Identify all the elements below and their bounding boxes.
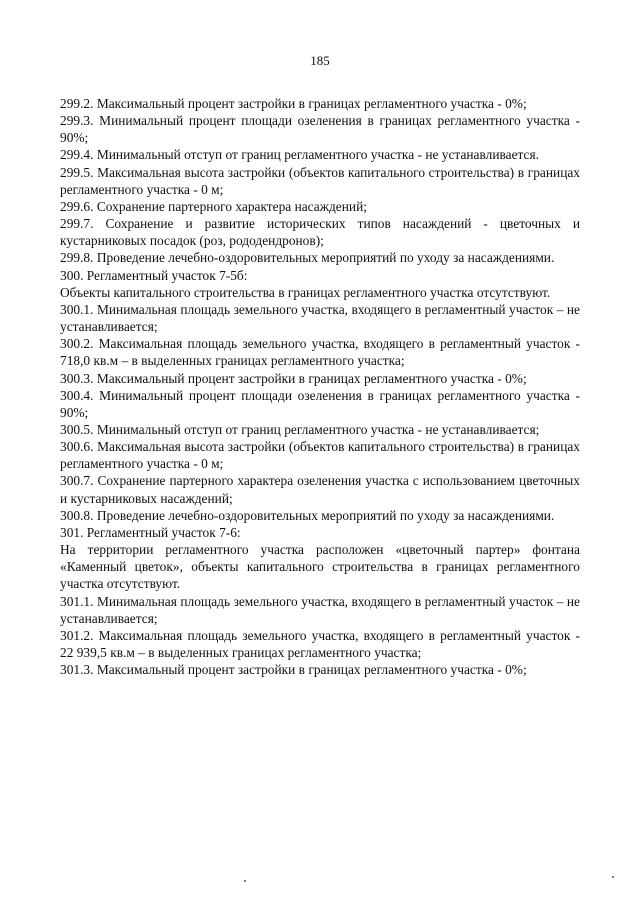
paragraph-299-5: 299.5. Максимальная высота застройки (объектов капитального строительства) в границах регламентного участка - 0 м;	[60, 164, 580, 197]
paragraph-301-intro: На территории регламентного участка расположен «цветочный партер» фонтана «Каменный цветок», объекты капитального строительства в границах регламентного участка отсутствуют.	[60, 542, 580, 592]
paragraph-300-4: 300.4. Минимальный процент площади озеленения в границах регламентного участка - 90%;	[60, 387, 580, 420]
document-body	[60, 95, 580, 678]
paragraph-301-3: 301.3. Максимальный процент застройки в границах регламентного участка - 0%;	[60, 662, 527, 678]
section-heading-301: 301. Регламентный участок 7-6:	[60, 524, 241, 540]
paragraph-299-2: 299.2. Максимальный процент застройки в границах регламентного участка - 0%;	[60, 96, 527, 111]
paragraph-300-7: 300.7. Сохранение партерного характера озеленения участка с использованием цветочных и кустарниковых насаждений;	[60, 473, 580, 506]
scan-speck	[612, 876, 614, 878]
paragraph-300-8: 300.8. Проведение лечебно-оздоровительных мероприятий по уходу за насаждениями.	[60, 507, 555, 523]
section-heading-300: 300. Регламентный участок 7-5б:	[60, 267, 248, 283]
paragraph-299-7: 299.7. Сохранение и развитие исторических типов насаждений - цветочных и кустарниковых посадок (роз, рододендронов);	[60, 216, 580, 249]
paragraph-300-6: 300.6. Максимальная высота застройки (объектов капитального строительства) в границах регламентного участка - 0 м;	[60, 439, 580, 472]
page-number: 185	[310, 53, 330, 68]
paragraph-300-3: 300.3. Максимальный процент застройки в границах регламентного участка - 0%;	[60, 370, 527, 386]
paragraph-299-3: 299.3. Минимальный процент площади озеленения в границах регламентного участка - 90%;	[60, 113, 580, 146]
paragraph-299-4: 299.4. Минимальный отступ от границ регламентного участка - не устанавливается.	[60, 147, 539, 163]
paragraph-299-6: 299.6. Сохранение партерного характера насаждений;	[60, 198, 367, 214]
paragraph-299-8: 299.8. Проведение лечебно-оздоровительных мероприятий по уходу за насаждениями.	[60, 250, 555, 266]
paragraph-300-5: 300.5. Минимальный отступ от границ регламентного участка - не устанавливается;	[60, 421, 540, 437]
paragraph-301-1: 301.1. Минимальная площадь земельного участка, входящего в регламентный участок – не устанавливается;	[60, 593, 580, 626]
paragraph-300-intro: Объекты капитального строительства в границах регламентного участка отсутствуют.	[60, 284, 551, 300]
scan-speck	[244, 880, 246, 882]
paragraph-300-1: 300.1. Минимальная площадь земельного участка, входящего в регламентный участок – не устанавливается;	[60, 301, 580, 335]
paragraph-301-2: 301.2. Максимальная площадь земельного участка, входящего в регламентный участок - 22 939,5 кв.м – в выделенных границах регламентного участка;	[60, 627, 580, 660]
paragraph-300-2: 300.2. Максимальная площадь земельного участка, входящего в регламентный участок - 718,0 кв.м – в выделенных границах регламентного участка;	[60, 336, 580, 369]
